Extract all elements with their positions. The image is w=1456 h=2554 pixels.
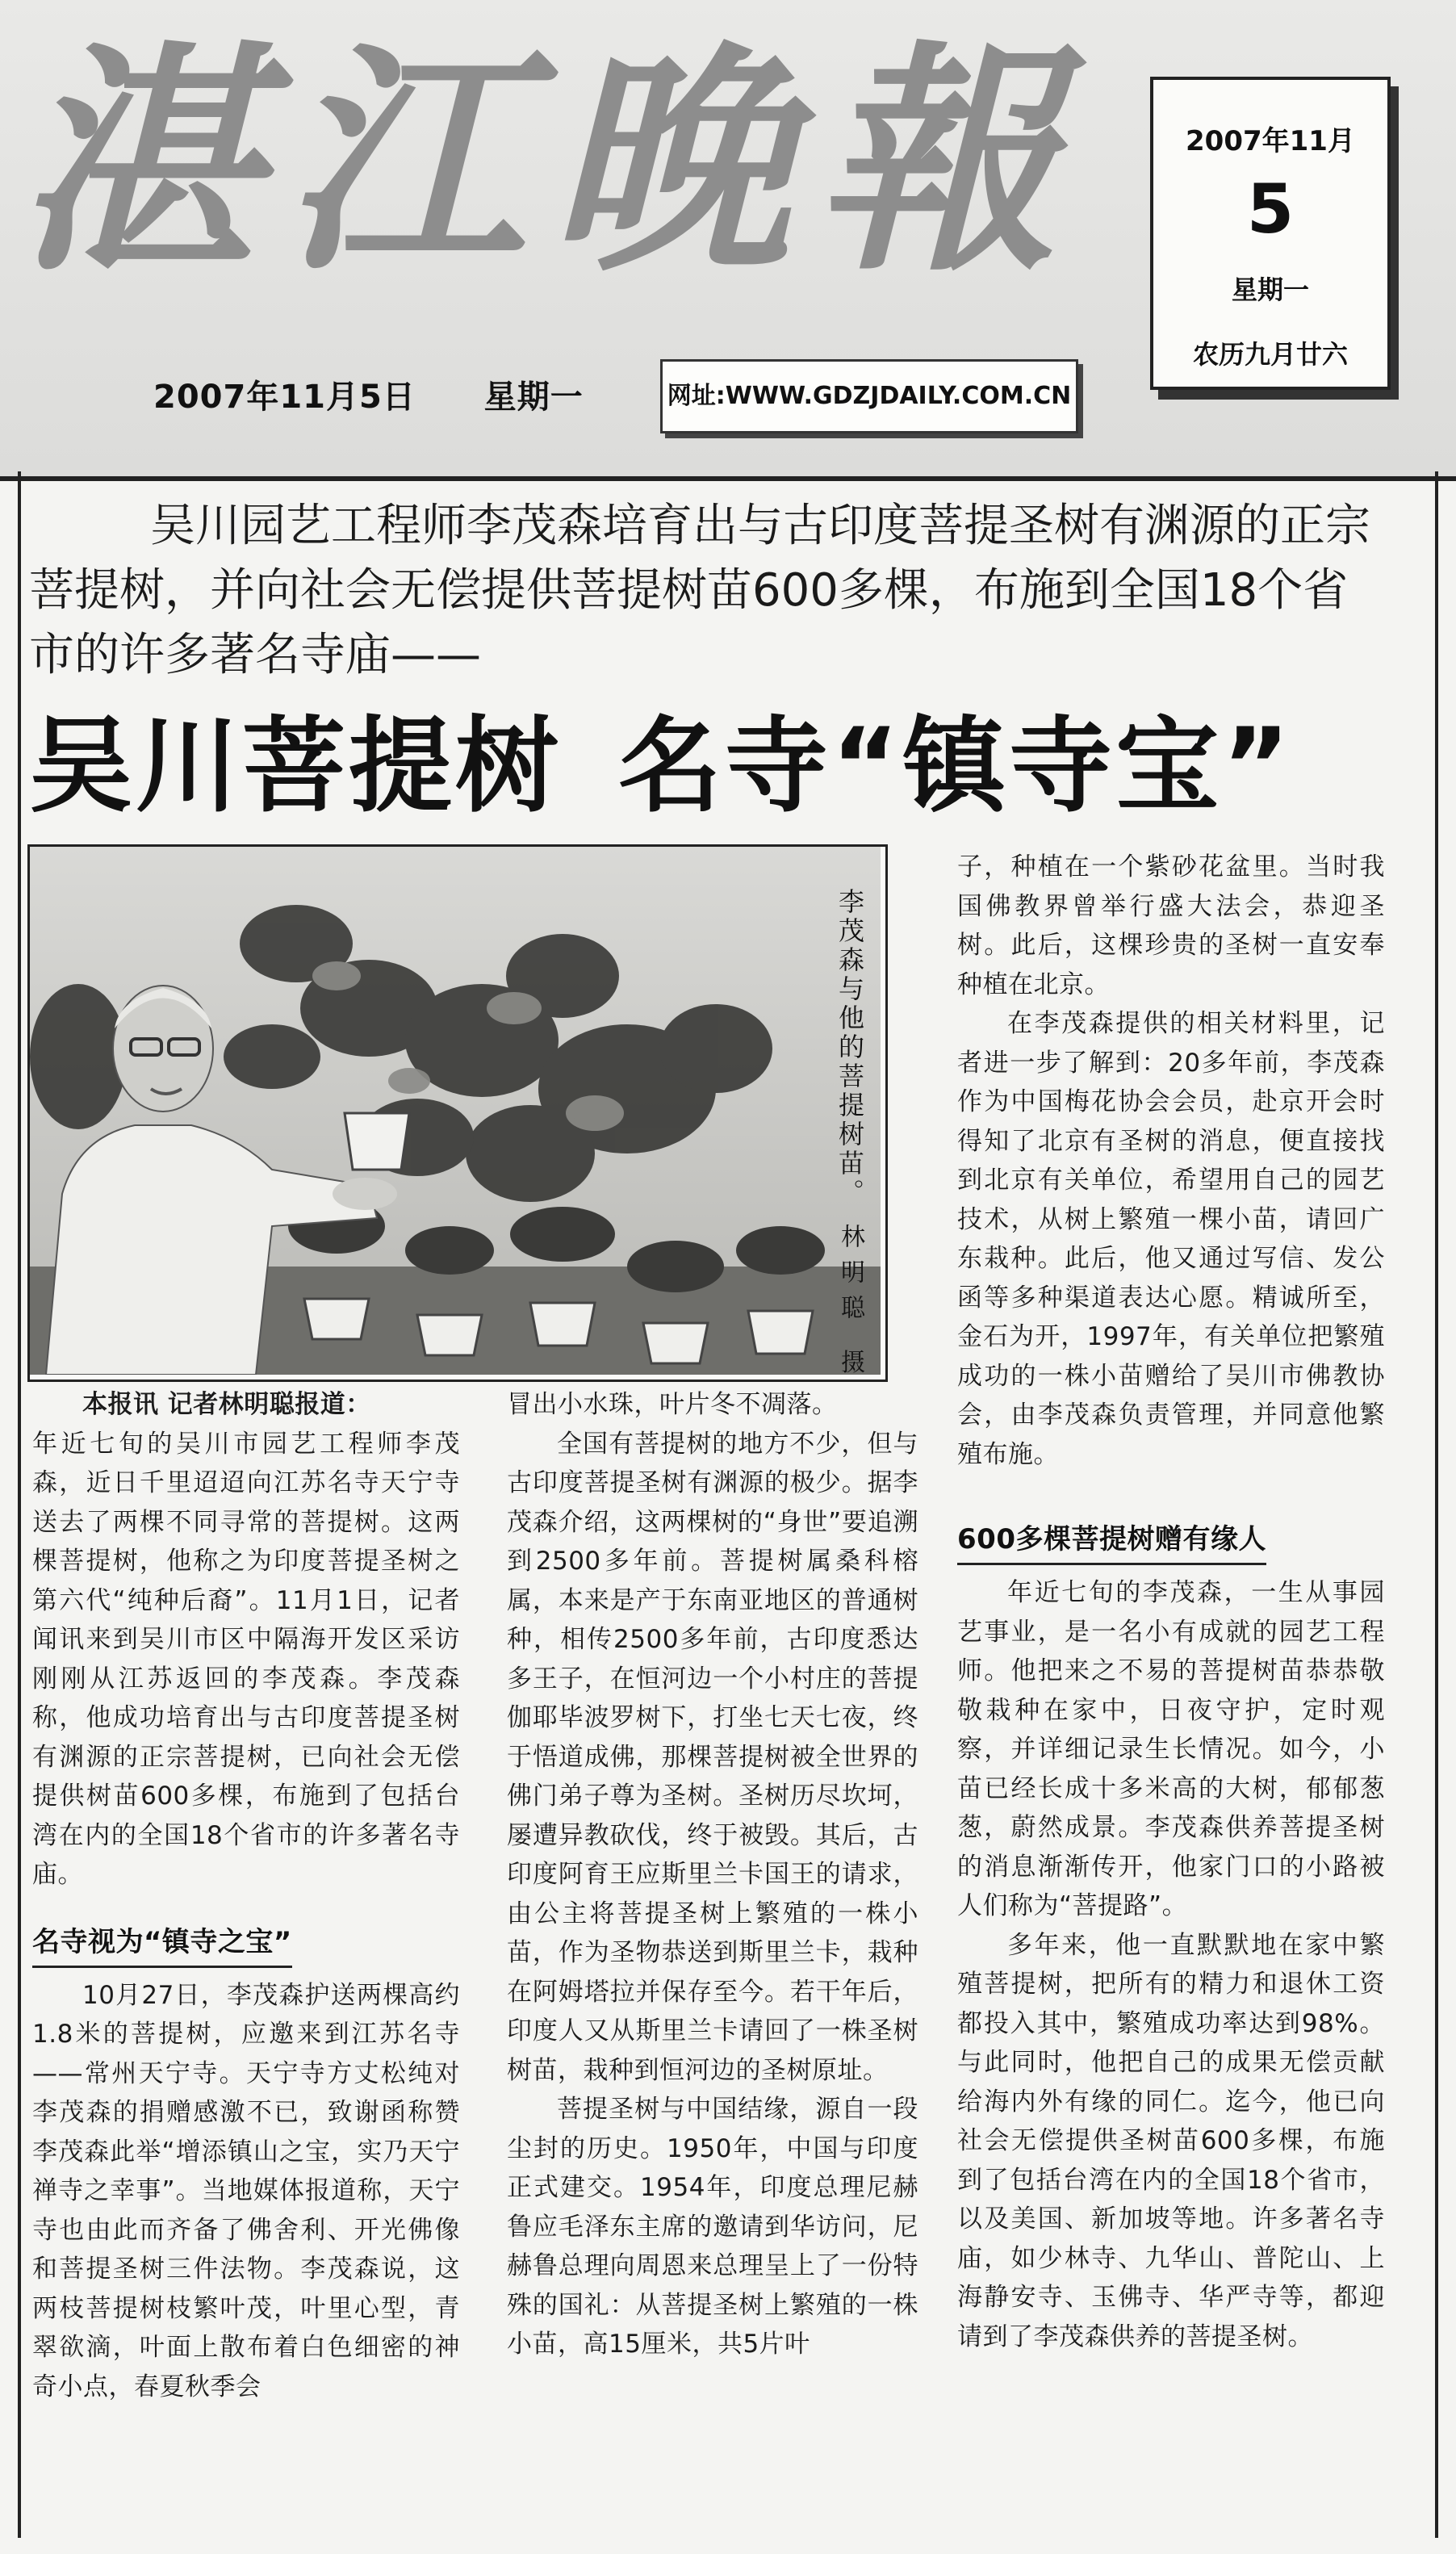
article-paragraph: 在李茂森提供的相关材料里，记者进一步了解到：20多年前，李茂森作为中国梅花协会会员，赴京开会时得知了北京有圣树的消息，便直接找到北京有关单位，希望用自己的园艺技术，从树上繁殖一棵小苗，请回广东栽种。此后，他又通过写信、发公函等多种渠道表达心愿。精诚所至，金石为开，1997年，有关单位把繁殖成功的一株小苗赠给了吴川市佛教协会，由李茂森负责管理，并同意他繁殖布施。 — [957, 1009, 1385, 1469]
date-box-year-month: 2007年11月 — [1186, 125, 1355, 157]
article-column-1 — [32, 1385, 460, 2531]
photo-illustration — [30, 847, 881, 1375]
section-subhead-1: 名寺视为“镇寺之宝” — [32, 1922, 292, 1968]
date-box-day: 5 — [1246, 170, 1295, 249]
issue-weekday: 星期一 — [483, 379, 584, 416]
article-paragraph: 菩提圣树与中国结缘，源自一段尘封的历史。1950年，中国与印度正式建交。1954年，印度总理尼赫鲁应毛泽东主席的邀请到华访问，尼赫鲁总理向周恩来总理呈上了一份特殊的国礼：从菩提圣树上繁殖的一株小苗，高15厘米，共5片叶 — [507, 2095, 918, 2359]
article-byline: 本报讯 记者林明聪报道： — [82, 1390, 371, 1419]
article-paragraph: 子，种植在一个紫砂花盆里。当时我国佛教界曾举行盛大法会，恭迎圣树。此后，这棵珍贵的圣树一直安奉种植在北京。 — [957, 852, 1385, 999]
article-photo — [27, 844, 888, 1382]
headline-part-1: 吴川菩提树 — [29, 706, 563, 827]
issue-date: 2007年11月5日 — [153, 379, 416, 416]
article-paragraph: 年近七旬的吴川市园艺工程师李茂森，近日千里迢迢向江苏名寺天宁寺送去了两棵不同寻常的菩提树。这两棵菩提树，他称之为印度菩提圣树之第六代“纯种后裔”。11月1日，记者闻讯来到吴川市区中隔海开发区采访刚刚从江苏返回的李茂森。李茂森称，他成功培育出与古印度菩提圣树有渊源的正宗菩提树，已向社会无偿提供树苗600多棵，布施到了包括台湾在内的全国18个省市的许多著名寺庙。 — [32, 1429, 460, 1889]
article-column-3 — [957, 848, 1385, 2535]
article-paragraph: 冒出小水珠，叶片冬不凋落。 — [507, 1390, 838, 1419]
article-paragraph: 10月27日，李茂森护送两棵高约1.8米的菩提树，应邀来到江苏名寺——常州天宁寺。天宁寺方丈松纯对李茂森的捐赠感激不已，致谢函称赞李茂森此举“增添镇山之宝，实乃天宁禅寺之幸事”。当地媒体报道称，天宁寺也由此而齐备了佛舍利、开光佛像和菩提圣树三件法物。李茂森说，这两枝菩提树枝繁叶茂，叶里心型，青翠欲滴，叶面上散布着白色细密的神奇小点，春夏秋季会 — [32, 1980, 460, 2401]
headline-part-2: 名寺“镇寺宝” — [618, 706, 1294, 827]
photo-caption: 李茂森与他的菩提树苗。 — [835, 888, 865, 1208]
article-paragraph: 年近七旬的李茂森，一生从事园艺事业，是一名小有成就的园艺工程师。他把来之不易的菩提树苗恭恭敬敬栽种在家中，日夜守护，定时观察，并详细记录生长情况。如今，小苗已经长成十多米高的大树，郁郁葱葱，蔚然成景。李茂森供养菩提圣树的消息渐渐传开，他家门口的小路被人们称为“菩提路”。 — [957, 1578, 1385, 1920]
newspaper-logo: 湛江晚報 — [16, 19, 1082, 304]
article-column-2 — [507, 1385, 918, 2531]
article-paragraph: 全国有菩提树的地方不少，但与古印度菩提圣树有渊源的极少。据李茂森介绍，这两棵树的“身世”要追溯到2500多年前。菩提树属桑科榕属，本来是产于东南亚地区的普通树种，相传2500多年前，古印度悉达多王子，在恒河边一个小村庄的菩提伽耶毕波罗树下，打坐七天七夜，终于悟道成佛，那棵菩提树被全世界的佛门弟子尊为圣树。圣树历尽坎坷，屡遭异教砍伐，终于被毁。其后，古印度阿育王应斯里兰卡国王的请求，由公主将菩提圣树上繁殖的一株小苗，作为圣物恭送到斯里兰卡，栽种在阿姆塔拉并保存至今。若干年后，印度人又从斯里兰卡请回了一株圣树树苗，栽种到恒河边的圣树原址。 — [507, 1429, 918, 2085]
article-headline — [29, 702, 1433, 831]
issue-date-line — [153, 371, 640, 417]
date-box — [1150, 77, 1391, 390]
website-link[interactable]: 网址:WWW.GDZJDAILY.COM.CN — [660, 359, 1078, 433]
date-box-weekday: 星期一 — [1231, 274, 1309, 305]
article-kicker: 吴川园艺工程师李茂森培育出与古印度菩提圣树有渊源的正宗菩提树，并向社会无偿提供菩提树苗600多棵，布施到全国18个省市的许多著名寺庙—— — [29, 500, 1370, 681]
masthead — [0, 0, 1456, 481]
date-box-lunar-date: 农历九月廿六 — [1192, 339, 1348, 370]
section-subhead-2: 600多棵菩提树赠有缘人 — [957, 1519, 1266, 1565]
article-paragraph: 多年来，他一直默默地在家中繁殖菩提树，把所有的精力和退休工资都投入其中，繁殖成功率达到98%。与此同时，他把自己的成果无偿贡献给海内外有缘的同仁。迄今，他已向社会无偿提供圣树苗600多棵，布施到了包括台湾在内的全国18个省市，以及美国、新加坡等地。许多著名寺庙，如少林寺、九华山、普陀山、上海静安寺、玉佛寺、华严寺等，都迎请到了李茂森供养的菩提圣树。 — [957, 1930, 1385, 2351]
photo-credit: 林明聪 摄 — [836, 1224, 864, 1385]
